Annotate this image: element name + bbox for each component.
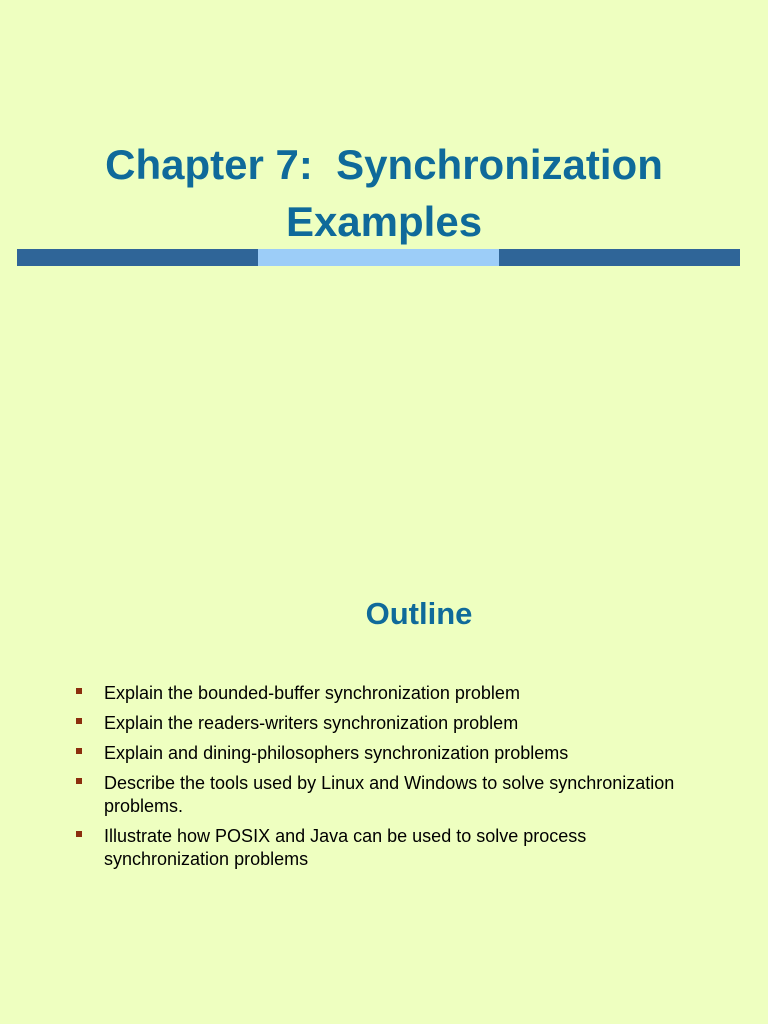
outline-list [76,682,676,878]
square-bullet-icon [76,748,82,754]
outline-item-text: Explain the bounded-buffer synchronization problem [104,683,520,703]
divider-segment-left [17,249,258,266]
square-bullet-icon [76,688,82,694]
outline-item-text: Describe the tools used by Linux and Windows to solve synchronization problems. [104,773,675,816]
outline-item [76,742,676,765]
divider-segment-right [499,249,740,266]
outline-item [76,825,676,871]
slide-title-line-2: Examples [285,198,483,245]
slide-title-line-1: Chapter 7: Synchronization [105,141,663,188]
square-bullet-icon [76,831,82,837]
outline-item [76,712,676,735]
outline-item-text: Explain and dining-philosophers synchronization problems [104,743,569,763]
square-bullet-icon [76,718,82,724]
title-divider-bar [17,249,740,266]
outline-heading: Outline [365,596,473,631]
outline-item [76,682,676,705]
outline-item-text: Explain the readers-writers synchronization problem [104,713,519,733]
outline-item-text: Illustrate how POSIX and Java can be used to solve process synchronization problems [104,826,587,869]
outline-item [76,772,676,818]
divider-segment-middle [258,249,499,266]
square-bullet-icon [76,778,82,784]
slide-title [0,136,768,250]
